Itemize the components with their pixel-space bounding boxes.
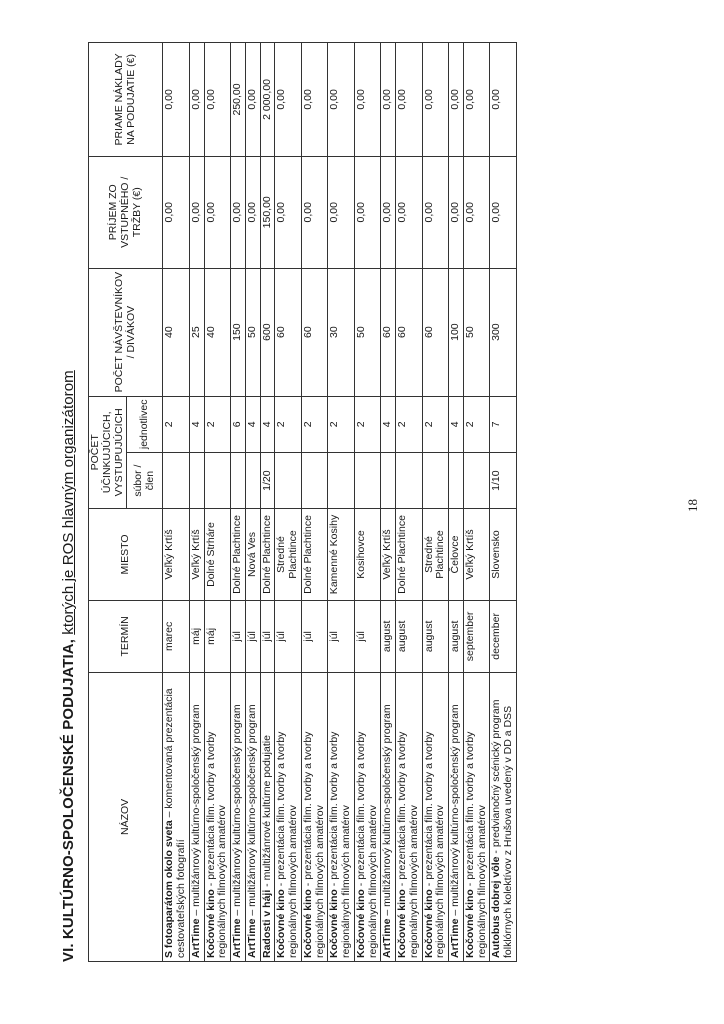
table-row: [381, 43, 396, 962]
cell-navstevnikov: 600: [260, 268, 275, 396]
cell-prijem: 0,00: [231, 156, 246, 268]
cell-navstevnikov: 60: [275, 268, 302, 396]
cell-termin: júl: [245, 600, 260, 672]
cell-jednotlivec: 2: [463, 396, 490, 453]
event-description: – komentovaná prezentácia cestovateľských fotografií: [163, 688, 187, 958]
event-title: Kočovné kino: [328, 889, 341, 958]
cell-miesto: Dolné Plachtince: [396, 509, 423, 601]
table-row: [463, 43, 490, 962]
cell-subor: [463, 453, 490, 509]
heading-subtitle: ktorých je ROS hlavným organizátorom: [60, 370, 77, 635]
cell-termin: august: [396, 600, 423, 672]
event-title: Kočovné kino: [275, 889, 288, 958]
col-header-termin: TERMÍN: [89, 600, 163, 672]
cell-naklady: 0,00: [396, 43, 423, 157]
table-row: [328, 43, 355, 962]
event-description: - prezentácia film. tvorby a tvorby regionálnych filmových amatérov: [301, 731, 326, 958]
cell-jednotlivec: 6: [231, 396, 246, 453]
event-title: Radosti v háji: [260, 889, 273, 958]
page-heading: [60, 370, 77, 962]
event-title: Kočovné kino: [422, 889, 435, 958]
cell-jednotlivec: 2: [163, 396, 190, 453]
cell-termin: september: [463, 600, 490, 672]
cell-subor: [449, 453, 464, 509]
event-description: - prezentácia film. tvorby a tvorby regionálnych filmových amatérov: [463, 731, 488, 958]
cell-navstevnikov: 100: [449, 268, 464, 396]
event-title: ArtTime: [381, 918, 394, 958]
cell-prijem: 0,00: [163, 156, 190, 268]
event-description: - prezentácia film. tvorby a tvorby regionálnych filmových amatérov: [328, 731, 352, 958]
event-title: Kočovné kino: [204, 889, 217, 958]
cell-subor: [328, 453, 355, 509]
table-row: [275, 43, 302, 962]
cell-miesto: Veľký Krtíš: [463, 509, 490, 601]
cell-termin: december: [490, 600, 517, 672]
cell-navstevnikov: 50: [354, 268, 381, 396]
cell-jednotlivec: 2: [275, 396, 302, 453]
table-row: [422, 43, 449, 962]
cell-miesto: Nová Ves: [245, 509, 260, 601]
cell-naklady: 0,00: [163, 43, 190, 157]
cell-subor: [275, 453, 302, 509]
cell-subor: [245, 453, 260, 509]
event-description: - prezentácia film. tvorby a tvorby regionálnych filmových amatérov: [422, 731, 447, 958]
cell-miesto: Dolné Plachtince: [260, 509, 275, 601]
table-row: [396, 43, 423, 962]
cell-jednotlivec: 4: [189, 396, 204, 453]
cell-prijem: 150,00: [260, 156, 275, 268]
cell-termin: júl: [231, 600, 246, 672]
table-row: [163, 43, 190, 962]
cell-subor: [381, 453, 396, 509]
event-title: ArtTime: [189, 918, 202, 958]
cell-naklady: 0,00: [204, 43, 231, 157]
cell-prijem: 0,00: [275, 156, 302, 268]
cell-termin: júl: [354, 600, 381, 672]
col-header-naklady: PRIAME NÁKLADY NA PODUJATIE (€): [89, 43, 163, 157]
event-title: ArtTime: [245, 918, 258, 958]
cell-naklady: 0,00: [381, 43, 396, 157]
cell-termin: marec: [163, 600, 190, 672]
cell-termin: august: [449, 600, 464, 672]
cell-subor: 1/20: [260, 453, 275, 509]
cell-jednotlivec: 4: [245, 396, 260, 453]
cell-subor: [163, 453, 190, 509]
cell-subor: [204, 453, 231, 509]
cell-navstevnikov: 60: [381, 268, 396, 396]
event-title: Kočovné kino: [354, 889, 367, 958]
cell-jednotlivec: 4: [381, 396, 396, 453]
cell-miesto: Veľký Krtíš: [163, 509, 190, 601]
event-description: - prezentácia film. tvorby a tvorby regionálnych filmových amatérov: [275, 731, 299, 958]
col-header-navstevnikov: POČET NÁVŠTEVNÍKOV / DIVÁKOV: [89, 268, 163, 396]
cell-nazov: [490, 672, 517, 961]
event-title: ArtTime: [449, 918, 461, 958]
cell-navstevnikov: 40: [163, 268, 190, 396]
heading-title: VI. KULTÚRNO-SPOLOČENSKÉ PODUJATIA,: [60, 639, 77, 962]
cell-naklady: 0,00: [301, 43, 328, 157]
event-title: Kočovné kino: [463, 889, 476, 958]
cell-nazov: [396, 672, 423, 961]
cell-navstevnikov: 50: [245, 268, 260, 396]
cell-termin: máj: [189, 600, 204, 672]
cell-naklady: 0,00: [245, 43, 260, 157]
event-description: – multižánrový kultúrno-spoločenský program: [381, 704, 394, 919]
event-description: – multižánrový kultúrno-spoločenský program: [449, 704, 461, 919]
cell-navstevnikov: 60: [422, 268, 449, 396]
cell-prijem: 0,00: [490, 156, 517, 268]
cell-termin: máj: [204, 600, 231, 672]
cell-jednotlivec: 4: [449, 396, 464, 453]
cell-miesto: Veľký Krtíš: [381, 509, 396, 601]
cell-prijem: 0,00: [328, 156, 355, 268]
cell-miesto: Stredné Plachtince: [275, 509, 302, 601]
cell-miesto: Stredné Plachtince: [422, 509, 449, 601]
cell-jednotlivec: 2: [301, 396, 328, 453]
cell-prijem: 0,00: [422, 156, 449, 268]
col-header-nazov: NÁZOV: [89, 672, 163, 961]
cell-naklady: 0,00: [328, 43, 355, 157]
cell-jednotlivec: 2: [204, 396, 231, 453]
cell-prijem: 0,00: [301, 156, 328, 268]
event-title: Kočovné kino: [301, 889, 314, 958]
cell-termin: júl: [260, 600, 275, 672]
event-title: S fotoaparátom okolo sveta: [163, 820, 176, 958]
cell-prijem: 0,00: [396, 156, 423, 268]
event-description: – multižánrový kultúrno-spoločenský program: [231, 704, 243, 919]
cell-termin: august: [381, 600, 396, 672]
cell-prijem: 0,00: [381, 156, 396, 268]
cell-naklady: 0,00: [422, 43, 449, 157]
cell-termin: júl: [275, 600, 302, 672]
event-title: Kočovné kino: [396, 889, 408, 958]
cell-subor: [231, 453, 246, 509]
cell-prijem: 0,00: [449, 156, 464, 268]
cell-miesto: Dolné Strháre: [204, 509, 231, 601]
cell-nazov: [354, 672, 381, 961]
cell-subor: [422, 453, 449, 509]
cell-prijem: 0,00: [245, 156, 260, 268]
cell-jednotlivec: 2: [354, 396, 381, 453]
cell-nazov: [275, 672, 302, 961]
event-description: – multižánrový kultúrno-spoločenský program: [245, 704, 258, 919]
table-row: [189, 43, 204, 962]
events-table: [88, 42, 517, 962]
cell-miesto: Dolné Plachtince: [231, 509, 246, 601]
cell-prijem: 0,00: [189, 156, 204, 268]
cell-naklady: 0,00: [490, 43, 517, 157]
cell-naklady: 0,00: [354, 43, 381, 157]
table-row: [354, 43, 381, 962]
cell-nazov: [463, 672, 490, 961]
event-title: Autobus dobrej vôle: [490, 856, 503, 958]
cell-prijem: 0,00: [354, 156, 381, 268]
cell-jednotlivec: 2: [422, 396, 449, 453]
table-row: [490, 43, 517, 962]
cell-navstevnikov: 60: [301, 268, 328, 396]
cell-subor: [301, 453, 328, 509]
cell-miesto: Kamenné Kosihy: [328, 509, 355, 601]
cell-nazov: [260, 672, 275, 961]
table-row: [301, 43, 328, 962]
cell-naklady: 2 000,00: [260, 43, 275, 157]
col-header-jednotlivec: jednotlivec: [127, 396, 163, 453]
cell-termin: júl: [301, 600, 328, 672]
table-row: [245, 43, 260, 962]
event-description: - predvianočný scénický program folklórnych kolektívov z Hrušova uvedený v DD a DSS: [490, 699, 514, 958]
table-row: [260, 43, 275, 962]
cell-navstevnikov: 40: [204, 268, 231, 396]
cell-miesto: Slovensko: [490, 509, 517, 601]
cell-navstevnikov: 50: [463, 268, 490, 396]
cell-nazov: [163, 672, 190, 961]
cell-nazov: [381, 672, 396, 961]
cell-naklady: 0,00: [189, 43, 204, 157]
table-row: [449, 43, 464, 962]
cell-jednotlivec: 4: [260, 396, 275, 453]
cell-navstevnikov: 150: [231, 268, 246, 396]
cell-miesto: Kosihovce: [354, 509, 381, 601]
cell-navstevnikov: 30: [328, 268, 355, 396]
cell-miesto: Veľký Krtíš: [189, 509, 204, 601]
cell-navstevnikov: 300: [490, 268, 517, 396]
cell-miesto: Čelovce: [449, 509, 464, 601]
cell-naklady: 0,00: [463, 43, 490, 157]
col-header-pocet-ucinkujucich: POČET ÚČINKUJÚCICH, VYSTUPUJÚCICH: [89, 396, 127, 509]
cell-termin: júl: [328, 600, 355, 672]
cell-naklady: 0,00: [275, 43, 302, 157]
cell-navstevnikov: 60: [396, 268, 423, 396]
cell-navstevnikov: 25: [189, 268, 204, 396]
event-description: - prezentácia film. tvorby a tvorby regionálnych filmových amatérov: [354, 731, 379, 958]
col-header-subor: súbor / člen: [127, 453, 163, 509]
event-title: ArtTime: [231, 918, 243, 958]
event-description: – multižánrový kultúrno-spoločenský program: [189, 704, 202, 919]
cell-nazov: [231, 672, 246, 961]
cell-subor: 1/10: [490, 453, 517, 509]
cell-nazov: [449, 672, 464, 961]
event-description: - multižánrové kultúrne podujatie: [260, 735, 273, 890]
col-header-prijem: PRÍJEM ZO VSTUPNÉHO / TRŽBY (€): [89, 156, 163, 268]
cell-jednotlivec: 7: [490, 396, 517, 453]
cell-nazov: [301, 672, 328, 961]
cell-jednotlivec: 2: [396, 396, 423, 453]
cell-nazov: [328, 672, 355, 961]
cell-subor: [189, 453, 204, 509]
cell-subor: [396, 453, 423, 509]
cell-jednotlivec: 2: [328, 396, 355, 453]
col-header-miesto: MIESTO: [89, 509, 163, 601]
cell-nazov: [204, 672, 231, 961]
cell-termin: august: [422, 600, 449, 672]
cell-nazov: [189, 672, 204, 961]
event-description: - prezentácia film. tvorby a tvorby regionálnych filmových amatérov: [396, 731, 420, 958]
cell-naklady: 0,00: [449, 43, 464, 157]
cell-miesto: Dolné Plachtince: [301, 509, 328, 601]
cell-nazov: [245, 672, 260, 961]
event-description: - prezentácia film. tvorby a tvorby regionálnych filmových amatérov: [204, 731, 229, 958]
page-number: 18: [685, 499, 700, 512]
cell-subor: [354, 453, 381, 509]
table-row: [231, 43, 246, 962]
cell-prijem: 0,00: [463, 156, 490, 268]
cell-nazov: [422, 672, 449, 961]
cell-naklady: 250,00: [231, 43, 246, 157]
table-row: [204, 43, 231, 962]
cell-prijem: 0,00: [204, 156, 231, 268]
